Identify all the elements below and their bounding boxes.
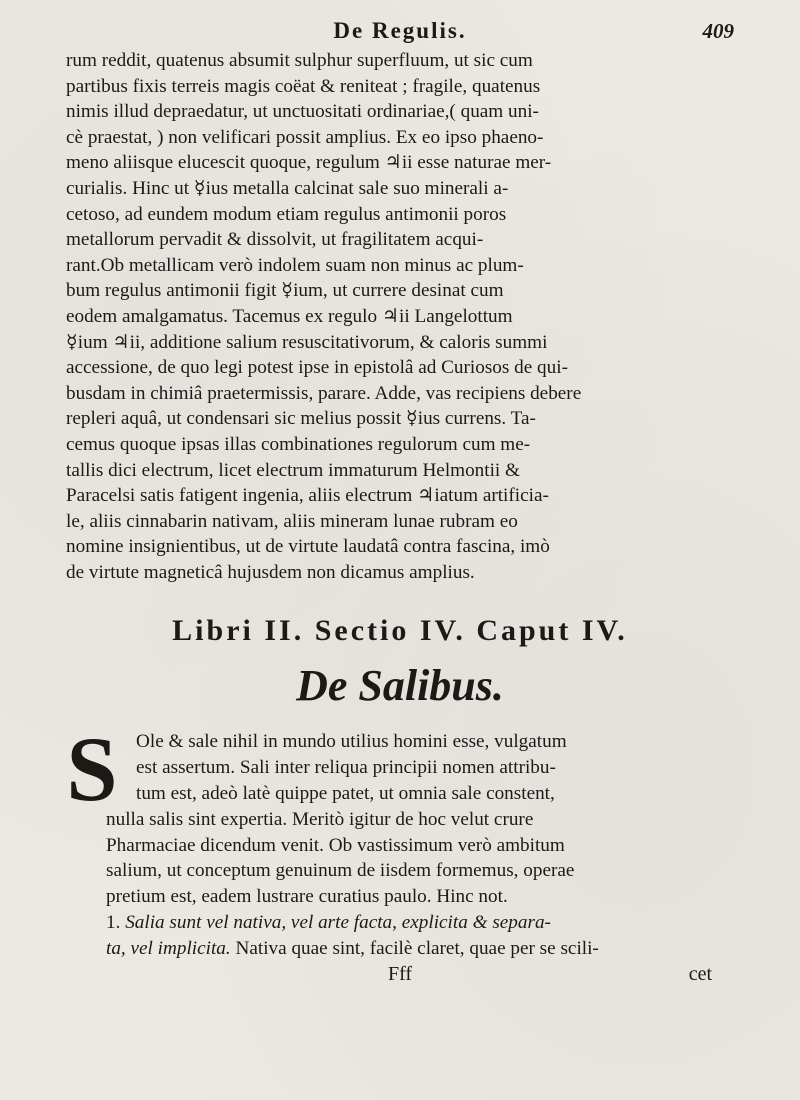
text-line: le, aliis cinnabarin nativam, aliis mineram lunae rubram eo [66, 510, 518, 532]
text-line: Pharmaciae dicendum venit. Ob vastissimum verò ambitum [106, 834, 565, 856]
text-line: nulla salis sint expertia. Meritò igitur de hoc velut crure [106, 808, 534, 830]
text-line: metallorum pervadit & dissolvit, ut fragilitatem acqui- [66, 229, 484, 251]
text-line: tallis dici electrum, licet electrum immaturum Helmontii & [66, 459, 520, 481]
text-line: pretium est, eadem lustrare curatius paulo. Hinc not. [106, 886, 508, 908]
text-line: ☿ium ♃ii, additione salium resuscitativorum, & caloris summi [66, 331, 548, 353]
text-line: est assertum. Sali inter reliqua principii nomen attribu- [136, 757, 556, 779]
page-number: 409 [702, 19, 734, 43]
drop-cap: S [66, 718, 118, 821]
running-head-title: De Regulis. [333, 18, 467, 43]
text-line: tum est, adeò latè quippe patet, ut omnia sale constent, [136, 783, 555, 805]
text-line: repleri aquâ, ut condensari sic melius possit ☿ius currens. Ta- [66, 408, 536, 430]
signature-mark: Fff [388, 962, 413, 985]
item-number: 1. [106, 912, 121, 934]
catchword: cet [688, 962, 712, 985]
top-paragraph [58, 48, 742, 585]
text-line: cetoso, ad eundem modum etiam regulus antimonii poros [66, 203, 507, 225]
footer-line [58, 962, 742, 986]
text-line: curialis. Hinc ut ☿ius metalla calcinat sale suo minerali a- [66, 177, 509, 199]
text-line: de virtute magneticâ hujusdem non dicamus amplius. [66, 561, 475, 583]
text-line: Ole & sale nihil in mundo utilius homini esse, vulgatum [136, 731, 567, 753]
numbered-item-continued [66, 936, 742, 962]
text-line: rant.Ob metallicam verò indolem suam non minus ac plum- [66, 254, 524, 276]
text-line: partibus fixis terreis magis coëat & reniteat ; fragile, quatenus [66, 75, 541, 97]
text-line: cemus quoque ipsas illas combinationes regulorum cum me- [66, 433, 531, 455]
text-line: Paracelsi satis fatigent ingenia, aliis electrum ♃iatum artificia- [66, 485, 549, 507]
item-text: Nativa quae sint, facilè claret, quae per se scili- [235, 937, 599, 959]
chapter-heading: Libri II. Sectio IV. Caput IV. [172, 614, 628, 648]
text-line: busdam in chimiâ praetermissis, parare. Adde, vas recipiens debere [66, 382, 582, 404]
running-head [58, 14, 742, 48]
text-line: salium, ut conceptum genuinum de iisdem formemus, operae [106, 860, 575, 882]
text-line: eodem amalgamatus. Tacemus ex regulo ♃ii Langelottum [66, 305, 513, 327]
text-line: cè praestat, ) non velificari possit amplius. Ex eo ipso phaeno- [66, 126, 544, 148]
text-line: rum reddit, quatenus absumit sulphur superfluum, ut sic cum [66, 50, 533, 71]
item-italic-text: Salia sunt vel nativa, vel arte facta, explicita & separa- [125, 912, 551, 934]
text-line: nimis illud depraedatur, ut unctuositati ordinariae,( quam uni- [66, 101, 539, 123]
body-paragraph [58, 718, 742, 961]
chapter-title: De Salibus. [296, 661, 504, 711]
text-line: bum regulus antimonii figit ☿ium, ut currere desinat cum [66, 280, 504, 302]
item-italic-text: ta, vel implicita. [106, 937, 231, 959]
text-line: accessione, de quo legi potest ipse in epistolâ ad Curiosos de qui- [66, 357, 568, 379]
text-line: nomine insignientibus, ut de virtute laudatâ contra fascina, imò [66, 536, 550, 558]
numbered-item [66, 910, 742, 936]
text-line: meno aliisque elucescit quoque, regulum ♃ii esse naturae mer- [66, 152, 552, 174]
